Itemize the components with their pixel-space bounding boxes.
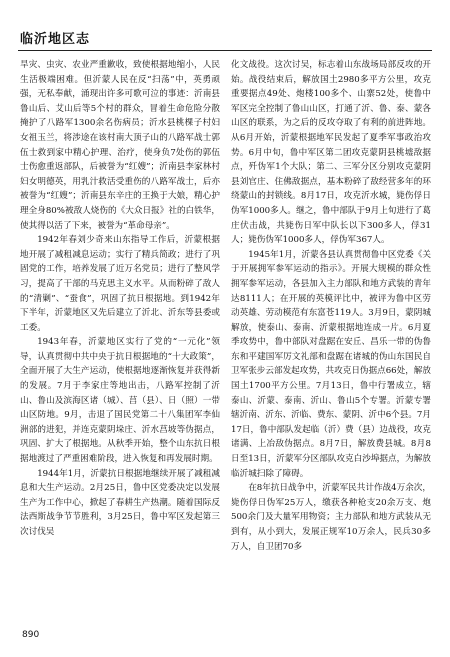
header-rule (18, 50, 432, 51)
paragraph: 化文战役。这次讨吴，标志着山东战场局部反攻的开始。战役结束后，解放国土2980多平方公里，攻克重要据点49处、炮楼100多个、山寨52处，使鲁中军区完全控制了鲁山山区，打通了沂、鲁、泰、蒙各山区的联系，为之后的反攻夺取了有利的前进阵地。从6月开始，沂蒙根据地军民发起了夏季军事政治攻势。6月中旬，鲁中军区第二团攻克蒙阴县桃墟敌据点，歼伪军1个大队；第二、三军分区分别攻克蒙阴县刘官庄、住佛敌据点，基本粉碎了敌经营多年的环绕蒙山的封锁线。8月17日，攻克沂水城，毙伤俘日伪军1000多人。继之，鲁中部队于9月上旬进行了葛庄伏击战，共毙伤日军中队长以下300多人，俘31人；毙伤伪军1000多人，俘伪军367人。 (231, 60, 431, 246)
paragraph: 1944年1月，沂蒙抗日根据地继续开展了减租减息和大生产运动。2月25日，鲁中区党委决定以发展生产为工作中心，掀起了春耕生产热潮。随着国际反法西斯战争节节胜利，3月25日，鲁中军区发起第三次讨伐吴 (20, 468, 220, 537)
paragraph: 旱灾、虫灾、农业严重歉收，致使根据地缩小，人民生活极端困难。但沂蒙人民在反“扫荡”中，英勇顽强，无私奉献，涌现出许多可歌可泣的事迹：沂南县鲁山后、艾山后等5个村的群众，冒着生命危险分散掩护了八路军1300余名伤病员；沂水县桃棵子村妇女祖玉兰，将涉途在该村南大顶子山的八路军战士郭伍士救到家中精心护理、治疗，使身负7处伤的郭伍士伤愈重返部队，后被誉为“红嫂”；沂南县李家林村妇女明德英，用乳汁救活受重伤的八路军战士，后亦被誉为“红嫂”；沂南县东辛庄的王换于大娘，精心护理全身80%被敌人烧伤的《大众日报》社的白铁华，使其得以活了下来，被誉为“革命母亲”。 (20, 60, 220, 231)
paragraph: 1942年春刘少奇来山东指导工作后，沂蒙根据地开展了减租减息运动；实行了精兵简政；进行了巩固党的工作，培养发展了近万名党员；进行了整风学习，提高了干部的马克思主义水平。从而粉碎了敌人的“清剿”、“蚕食”，巩固了抗日根据地。到1942年下半年，沂蒙地区又先后建立了沂北、沂东等县委或工委。 (20, 235, 220, 333)
paragraph: 在8年抗日战争中，沂蒙军民共计作战4万余次，毙伤俘日伪军25万人，缴获各种枪支20余万支、炮500余门及大量军用物资；主力部队和地方武装从无到有，从小到大，发展正规军10万余人，民兵30多万人，自卫团70多 (231, 483, 431, 552)
running-header: 临沂地区志 (20, 32, 91, 47)
right-column (231, 58, 431, 554)
paragraph: 1945年1月，沂蒙各县认真贯彻鲁中区党委《关于开展拥军参军运动的指示》。开展大规模的群众性拥军参军运动，各县加入主力部队和地方武装的青年达8111人；在开展的英模评比中，被评为鲁中区劳动英雄、劳动模范有东富苍119人。3月9日，蒙阴城解放，使泰山、泰南、沂蒙根据地连成一片。6月夏季攻势中，鲁中部队对盘踞在安丘、昌乐一带的伪鲁东和平建国军厉文礼部和盘踞在诸城的伪山东国民自卫军张步云部发起攻势，共攻克日伪据点66处，解放国土1700平方公里。7月13日，鲁中行署成立，辖泰山、沂蒙、泰南、沂山、鲁山5个专署。沂蒙专署辖沂南、沂东、沂临、费东、蒙阴、沂中6个县。7月17日，鲁中部队发起临（沂）费（县）边战役，攻克诸满、上冶敌伪据点。8月7日，解放费县城。8月8日至13日，沂蒙军分区部队攻克白沙埠据点，为解放临沂城扫除了障碍。 (231, 249, 431, 479)
page-number: 890 (22, 630, 40, 640)
left-column (20, 58, 220, 540)
paragraph: 1943年春，沂蒙地区实行了党的“一元化”领导，认真贯彻中共中央于抗日根据地的“十大政策”，全面开展了大生产运动，使根据地逐渐恢复并获得新的发展。7月于李家庄等地出击，八路军控制了沂山、鲁山及滨海区诸（城）、莒（县）、日（照）一带山区防地。9月，击退了国民党第二十八集团军李仙洲部的进犯，并连克蒙阴垛庄、沂水莒坡等伪据点，巩固、扩大了根据地。从秋季开始，整个山东抗日根据地渡过了严重困难阶段，进入恢复和再发展时期。 (20, 337, 220, 465)
